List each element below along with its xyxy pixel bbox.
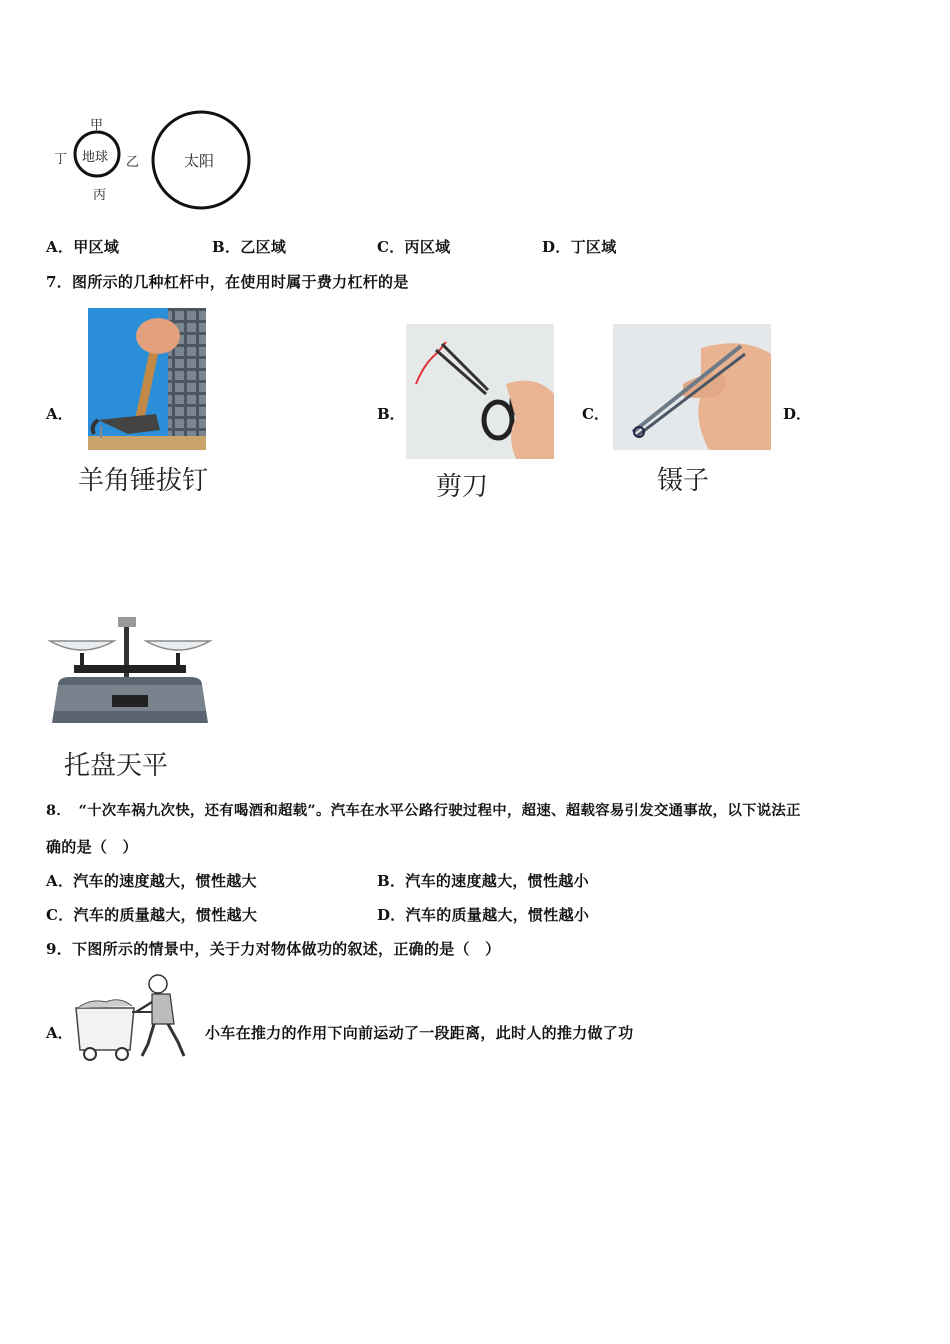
q8-option-a[interactable]: A．汽车的速度越大，惯性越大 <box>46 872 257 890</box>
q7-option-b-letter[interactable]: B． <box>377 405 405 423</box>
q7-caption-d: 托盘天平 <box>64 751 169 781</box>
region-top-label: 甲 <box>90 118 104 133</box>
earth-label: 地球 <box>82 150 109 165</box>
q8-option-d[interactable]: D．汽车的质量越大，惯性越小 <box>377 906 590 924</box>
q9-stem: 9．下图所示的情景中，关于力对物体做功的叙述，正确的是（ ） <box>46 940 501 958</box>
q6-option-a[interactable]: A．甲区域 <box>46 238 120 256</box>
q7-option-d-letter[interactable]: D． <box>783 405 812 423</box>
tweezers-icon <box>613 324 771 450</box>
region-bottom-label: 丙 <box>93 188 107 203</box>
q8-stem-line1: 8． “十次车祸九次快，还有喝酒和超载”。汽车在水平公路行驶过程中，超速、超载容易引发交通事故，以下说法正 <box>46 802 801 819</box>
hammer-pulling-nail-icon <box>88 308 206 450</box>
q6-option-b[interactable]: B．乙区域 <box>212 238 287 256</box>
balance-scale-icon <box>48 615 213 730</box>
q9-option-a-text: 小车在推力的作用下向前运动了一段距离，此时人的推力做了功 <box>205 1024 634 1042</box>
person-pushing-cart-icon <box>70 972 200 1064</box>
earth-sun-diagram <box>50 108 260 218</box>
q7-option-a-letter[interactable]: A． <box>46 405 73 423</box>
region-right-label: 乙 <box>126 155 140 170</box>
scissors-icon <box>406 324 554 459</box>
q7-stem: 7．图所示的几种杠杆中，在使用时属于费力杠杆的是 <box>46 273 409 291</box>
q8-stem-line2: 确的是（ ） <box>46 838 138 856</box>
q8-option-c[interactable]: C．汽车的质量越大，惯性越大 <box>46 906 258 924</box>
q7-caption-a: 羊角锤拔钉 <box>78 466 209 496</box>
region-left-label: 丁 <box>54 152 68 167</box>
q7-option-c-letter[interactable]: C． <box>582 405 609 423</box>
q8-option-b[interactable]: B．汽车的速度越大，惯性越小 <box>377 872 589 890</box>
q9-option-a-letter[interactable]: A． <box>46 1024 73 1042</box>
q6-option-c[interactable]: C．丙区域 <box>377 238 451 256</box>
q7-caption-c: 镊子 <box>657 466 710 496</box>
q6-option-d[interactable]: D．丁区域 <box>542 238 617 256</box>
q7-caption-b: 剪刀 <box>436 472 489 502</box>
sun-label: 太阳 <box>184 152 215 170</box>
